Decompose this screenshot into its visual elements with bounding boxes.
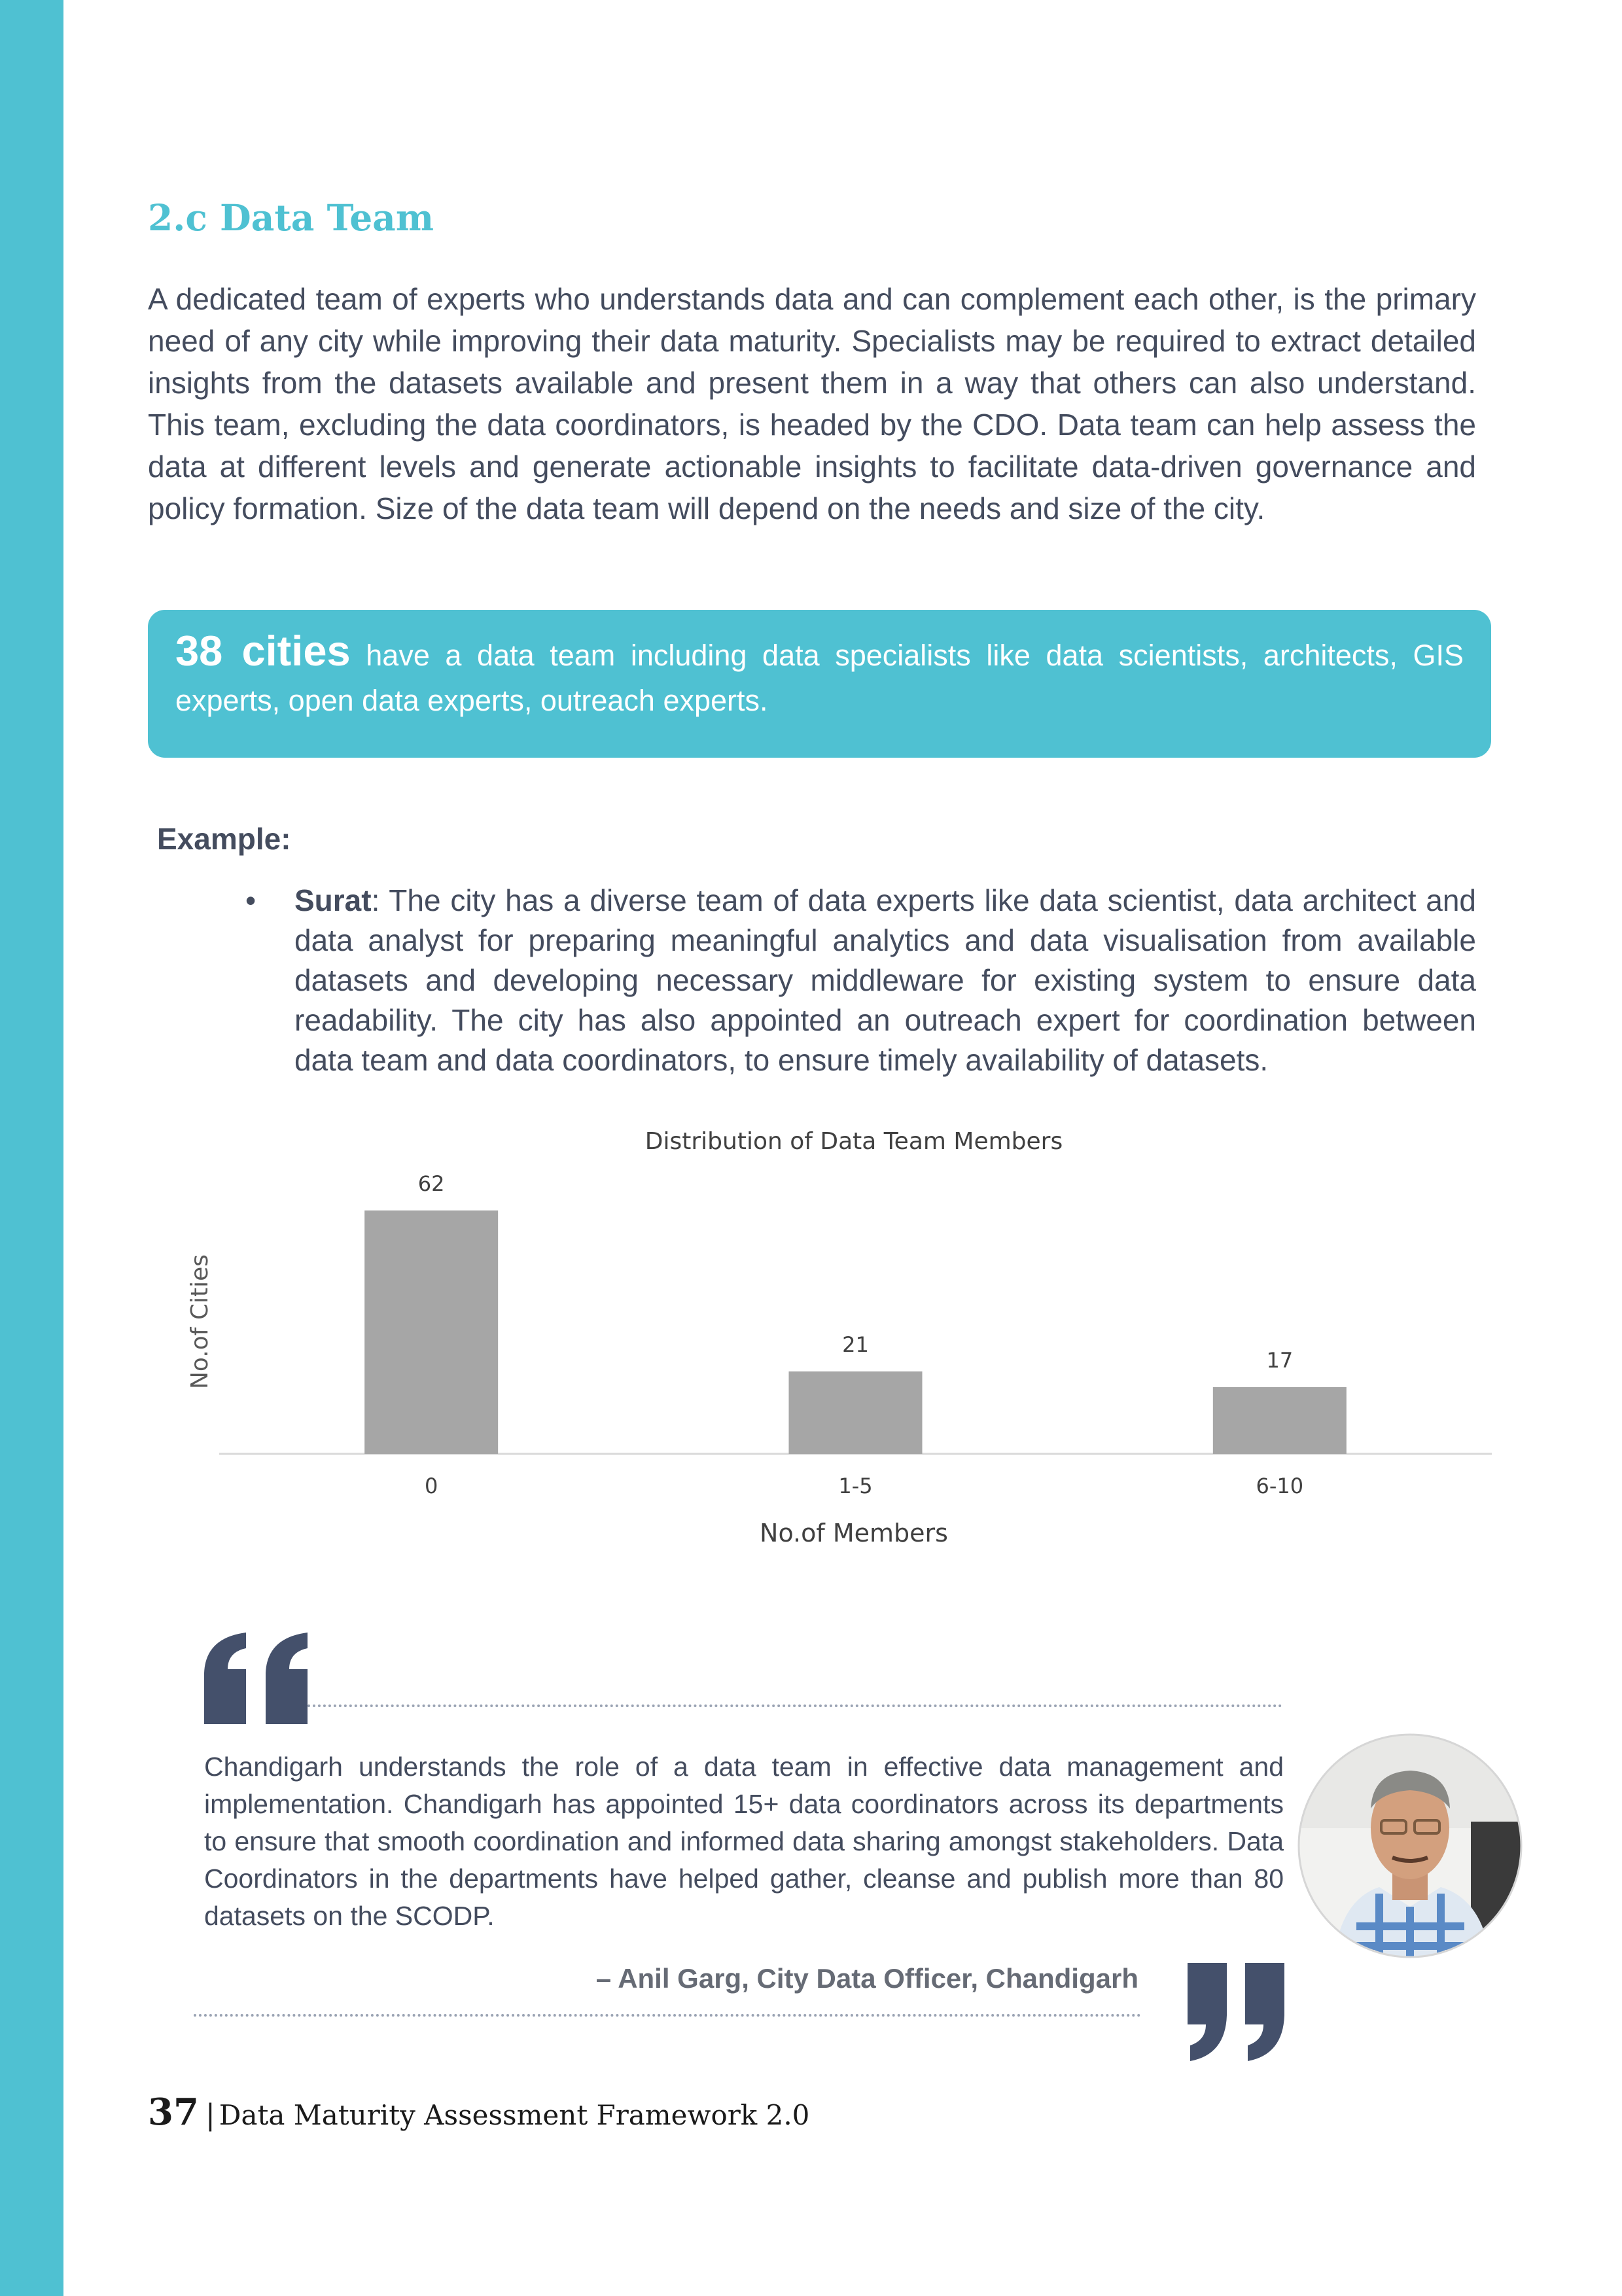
example-text: : The city has a diverse team of data experts like data scientist, data architect and data analyst for preparing meaningful analytics and data visualisation from available datasets and developing necessary middleware for existing system to ensure data readability. The city has also appointed an outreach expert for coordination between data team and data coordinators, to ensure timely availability of datasets. [294,883,1476,1077]
intro-paragraph: A dedicated team of experts who understands data and can complement each other, is the primary need of any city while improving their data maturity. Specialists may be required to extract detailed insights from the datasets available and present them in a way that others can also understand. This team, excluding the data coordinators, is headed by the CDO. Data team can help assess the data at different levels and generate actionable insights to facilitate data-driven governance and policy formation. Size of the data team will depend on the needs and size of the city. [148,282,1476,525]
footer-separator: | [205,2098,215,2132]
section-heading: 2.c Data Team [148,196,434,239]
y-axis-label: No.of Cities [186,1254,213,1390]
highlight-text: have a data team including data specialists like data scientists, architects, GIS experts, open data experts, outreach experts. [175,639,1464,717]
data-label: 21 [842,1332,869,1357]
side-accent-bar [0,0,63,2296]
open-quote-icon [204,1633,309,1724]
data-label: 62 [417,1171,445,1196]
x-axis-label: No.of Members [760,1519,948,1547]
x-tick-label: 1-5 [838,1474,873,1498]
quote-attribution: – Anil Garg, City Data Officer, Chandigarh [595,1963,1138,1994]
bar-chart [170,1112,1511,1570]
example-label: Example: [157,822,291,856]
bar-6-10 [1213,1387,1347,1454]
highlight-callout [148,610,1491,758]
chart-title: Distribution of Data Team Members [644,1128,1063,1155]
page-number: 37 [148,2091,199,2134]
bar-0 [364,1210,498,1454]
x-tick-label: 6-10 [1256,1474,1304,1498]
bar-1-5 [789,1371,923,1454]
quote-divider-top [308,1704,1282,1707]
footer-doc-title: Data Maturity Assessment Framework 2.0 [219,2099,810,2131]
x-tick-label: 0 [424,1474,438,1498]
bullet-icon: • [245,883,256,917]
highlight-count: 38 cities [175,627,351,675]
example-city: Surat [294,883,372,917]
avatar [1294,1730,1526,1962]
data-label: 17 [1266,1348,1294,1373]
page-footer [148,2091,809,2134]
close-quote-icon [1188,1963,1286,2061]
example-item [294,881,1476,1080]
quote-text: Chandigarh understands the role of a data team in effective data management and implementation. Chandigarh has appointed 15+ data coordinators across its departments to ensure that smooth coordination and informed data sharing amongst stakeholders. Data Coordinators in the departments have helped gather, cleanse and publish more than 80 datasets on the SCODP. [204,1752,1284,1931]
quote-divider-bottom [194,2014,1141,2017]
